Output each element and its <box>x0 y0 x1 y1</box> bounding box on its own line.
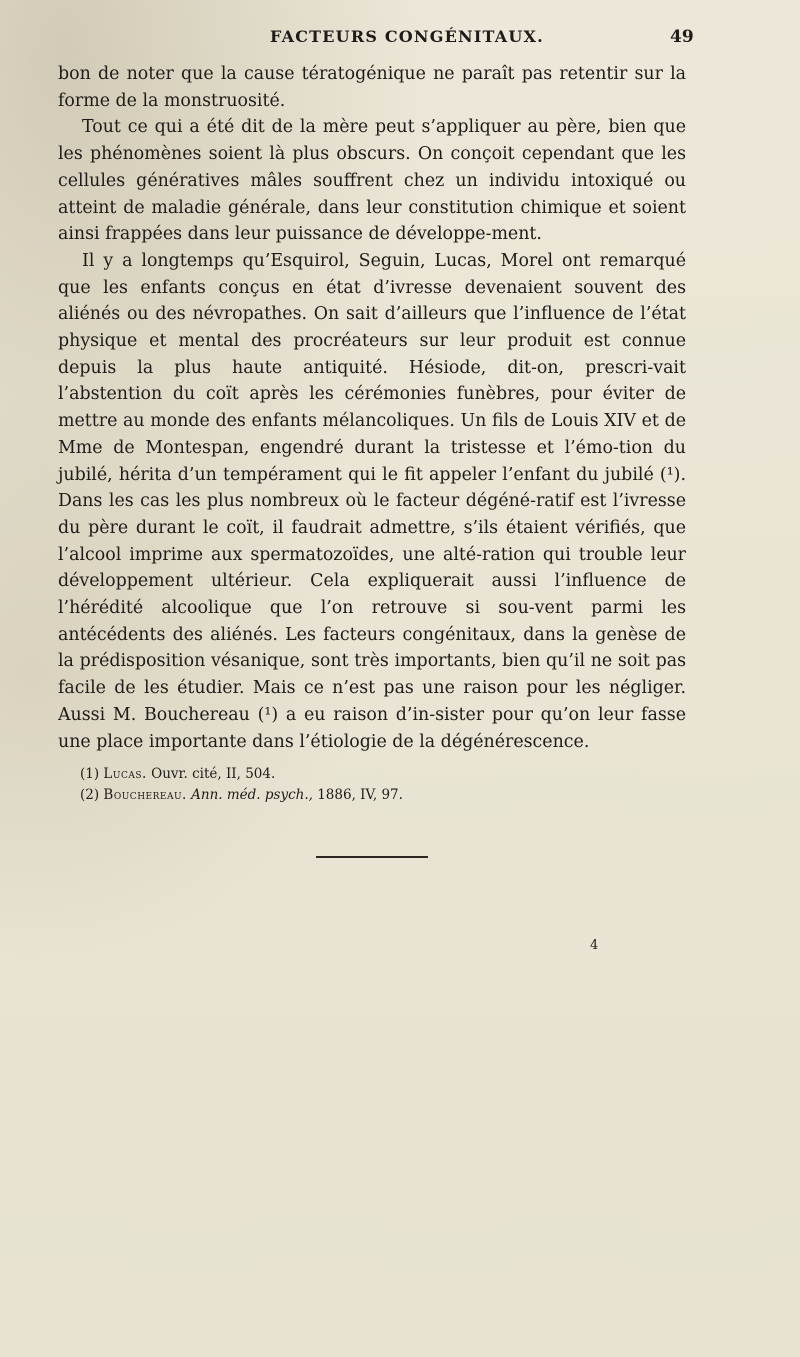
section-divider <box>316 856 428 858</box>
footnote-marker: (2) <box>80 787 100 803</box>
running-title: FACTEURS CONGÉNITAUX. <box>270 27 544 46</box>
page-number: 49 <box>670 27 694 47</box>
footnote-author: Bouchereau. <box>103 787 187 803</box>
paragraph-1: bon de noter que la cause tératogénique ne paraît pas retentir sur la forme de la monstruosité. <box>58 64 686 111</box>
running-head <box>0 27 800 53</box>
signature-mark: 4 <box>590 938 599 953</box>
body-text <box>58 61 686 755</box>
footnote-author: Lucas. <box>103 766 147 782</box>
footnote-journal: Ann. méd. psych., <box>191 787 313 803</box>
footnote-reference: Ouvr. cité, II, 504. <box>151 766 276 782</box>
paragraph-2: Tout ce qui a été dit de la mère peut s’appliquer au père, bien que les phénomènes soient là plus obscurs. On conçoit cependant que les cellules génératives mâles souffrent chez un individu intoxiqué ou atteint de maladie générale, dans leur constitution chimique et soient ainsi frappées dans leur puissance de développe-ment. <box>58 117 686 245</box>
footnote-marker: (1) <box>80 766 100 782</box>
footnote-reference: 1886, IV, 97. <box>317 787 403 803</box>
footnote-2 <box>80 785 680 806</box>
footnotes <box>80 764 680 806</box>
footnote-1 <box>80 764 680 785</box>
paragraph-3: Il y a longtemps qu’Esquirol, Seguin, Lucas, Morel ont remarqué que les enfants conçus en état d’ivresse devenaient souvent des aliénés ou des névropathes. On sait d’ailleurs que l’influence de l’état physique et mental des procréateurs sur leur produit est connue depuis la plus haute antiquité. Hésiode, dit-on, prescri-vait l’abstention du coït après les cérémonies funèbres, pour éviter de mettre au monde des enfants mélancoliques. Un fils de Louis XIV et de Mme de Montespan, engendré durant la tristesse et l’émo-tion du jubilé, hérita d’un tempérament qui le fit appeler l’enfant du jubilé (¹). Dans les cas les plus nombreux où le facteur dégéné-ratif est l’ivresse du père durant le coït, il faudrait admettre, s’ils étaient vérifiés, que l’alcool imprime aux spermatozoïdes, une alté-ration qui trouble leur développement ultérieur. Cela expliquerait aussi l’influence de l’hérédité alcoolique que l’on retrouve si sou-vent parmi les antécédents des aliénés. Les facteurs congénitaux, dans la genèse de la prédisposition vésanique, sont très importants, bien qu’il ne soit pas facile de les étudier. Mais ce n’est pas une raison pour les négliger. Aussi M. Bouchereau (¹) a eu raison d’in-sister pour qu’on leur fasse une place importante dans l’étiologie de la dégénérescence. <box>58 250 686 752</box>
